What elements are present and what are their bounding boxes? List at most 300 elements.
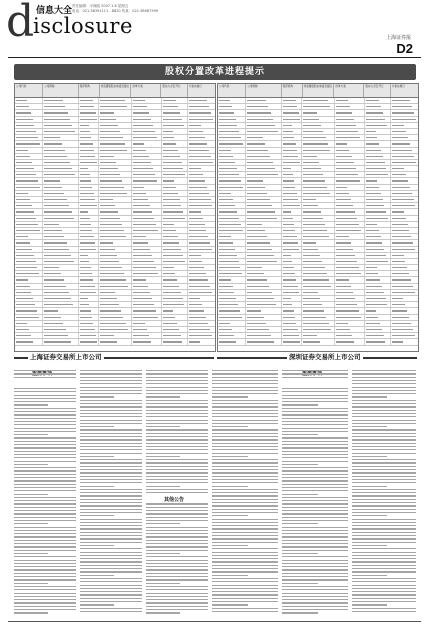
text-column-4 [212, 368, 278, 618]
text-line [212, 469, 278, 470]
text-line [146, 583, 180, 584]
table-cell [335, 98, 365, 103]
table-cell [132, 253, 162, 258]
table-cell [246, 327, 282, 332]
text-line [352, 558, 416, 559]
table-cell [365, 253, 391, 258]
table-cell [43, 240, 79, 245]
text-line [352, 519, 416, 520]
text-line [146, 413, 208, 414]
table-cell [218, 160, 246, 165]
text-line [212, 588, 278, 589]
table-cell [43, 333, 79, 338]
text-line [80, 446, 142, 447]
table-cell [162, 327, 188, 332]
text-line [282, 434, 318, 435]
header-cell: 方案实施日 [188, 85, 202, 88]
table-cell [391, 185, 418, 190]
text-line [282, 550, 348, 551]
table-cell [246, 290, 282, 295]
text-line [80, 505, 142, 506]
table-cell [132, 315, 162, 320]
table-cell [188, 222, 215, 227]
table-cell [162, 296, 188, 301]
sse-section-title: 上海证券交易所上市公司 [30, 353, 102, 361]
text-line [80, 591, 142, 592]
table-cell [188, 160, 215, 165]
text-line [352, 400, 416, 401]
table-cell [79, 203, 99, 208]
table-cell [246, 141, 282, 146]
table-cell [15, 129, 43, 134]
table-cell [79, 148, 99, 153]
text-line [352, 545, 387, 546]
text-line [14, 573, 76, 574]
table-cell [218, 265, 246, 270]
text-line [14, 563, 76, 564]
header-cell: 股东大会召开日 [161, 84, 187, 97]
text-line [14, 388, 76, 389]
table-header [218, 84, 418, 98]
text-line [282, 527, 348, 528]
text-line [80, 601, 142, 602]
text-line [352, 528, 416, 529]
text-line [146, 466, 208, 467]
table-cell [302, 327, 334, 332]
table-cell [15, 172, 43, 177]
table-cell [391, 265, 418, 270]
table-cell [43, 185, 79, 190]
table-cell [43, 191, 79, 196]
table-cell [302, 216, 334, 221]
text-line [14, 513, 76, 514]
text-line [80, 588, 142, 589]
text-line [146, 390, 208, 391]
table-cell [43, 104, 79, 109]
text-line [80, 495, 142, 496]
table-cell [282, 315, 302, 320]
table-cell [335, 234, 365, 239]
table-cell [99, 209, 131, 214]
masthead [0, 0, 429, 58]
text-line [212, 459, 278, 460]
table-cell [188, 129, 215, 134]
table-cell [391, 333, 418, 338]
text-line [212, 439, 278, 440]
table-cell [132, 104, 162, 109]
text-line [352, 410, 416, 411]
table-cell [162, 191, 188, 196]
text-line [14, 566, 76, 567]
text-line [212, 416, 278, 417]
text-line [282, 494, 318, 495]
table-cell [302, 172, 334, 177]
table-cell [282, 166, 302, 171]
text-line [282, 599, 348, 600]
table-cell [79, 277, 99, 282]
text-line [14, 437, 76, 438]
table-cell [99, 110, 131, 115]
table-cell [246, 135, 282, 140]
table-cell [391, 216, 418, 221]
text-line [80, 499, 142, 500]
text-line [146, 517, 208, 518]
table-cell [79, 154, 99, 159]
text-line [80, 383, 142, 384]
table-cell [391, 129, 418, 134]
table-cell [132, 172, 162, 177]
text-line [212, 565, 278, 566]
text-line [212, 393, 278, 394]
text-line [352, 373, 416, 374]
table-cell [99, 277, 131, 282]
text-line [146, 520, 208, 521]
text-line [212, 509, 278, 510]
header-cell: 方案实施日 [391, 85, 405, 88]
text-line [352, 571, 416, 572]
table-cell [246, 247, 282, 252]
table-cell [99, 339, 131, 344]
table-cell [246, 234, 282, 239]
table-cell [79, 185, 99, 190]
text-line [80, 459, 142, 460]
table-cell [302, 302, 334, 307]
table-cell [335, 154, 365, 159]
table-cell [15, 277, 43, 282]
table-cell [188, 253, 215, 258]
table-cell [188, 240, 215, 245]
table-cell [335, 247, 365, 252]
text-line [14, 470, 76, 471]
text-line [352, 466, 416, 467]
table-cell [246, 302, 282, 307]
text-line [146, 476, 208, 477]
table-cell [188, 117, 215, 122]
text-line [14, 428, 76, 429]
meta-line-1: 责任编辑：平海鸥 2007.1.6 星期五 [72, 4, 129, 8]
text-line [146, 492, 208, 493]
table-cell [365, 228, 391, 233]
table-cell [365, 166, 391, 171]
text-line [14, 546, 76, 547]
table-cell [43, 222, 79, 227]
text-line [212, 594, 278, 595]
table-cell [302, 339, 334, 344]
text-line [80, 479, 142, 480]
text-line [14, 461, 76, 462]
table-cell [132, 284, 162, 289]
text-line [212, 532, 278, 533]
table-cell [302, 308, 334, 313]
text-line [146, 403, 208, 404]
text-line [14, 441, 76, 442]
table-cell [302, 228, 334, 233]
table-cell [335, 259, 365, 264]
table-cell [162, 154, 188, 159]
table-cell [246, 172, 282, 177]
table-cell [282, 160, 302, 165]
text-line [14, 500, 76, 501]
table-cell [365, 197, 391, 202]
table-cell [335, 172, 365, 177]
table-cell [99, 123, 131, 128]
table-cell [188, 333, 215, 338]
table-cell [132, 339, 162, 344]
header-cell: 公司简称 [246, 84, 281, 97]
text-line [146, 489, 208, 490]
table-cell [132, 302, 162, 307]
table-cell [188, 228, 215, 233]
table-cell [79, 339, 99, 344]
table-cell [218, 253, 246, 258]
table-cell [302, 117, 334, 122]
table-cell [188, 290, 215, 295]
text-line [282, 530, 348, 531]
text-line [212, 479, 278, 480]
table-cell [43, 216, 79, 221]
table-cell [218, 203, 246, 208]
table-cell [132, 321, 162, 326]
table-cell [246, 110, 282, 115]
table-cell [79, 209, 99, 214]
text-line [14, 596, 76, 597]
table-cell [218, 277, 246, 282]
table-cell [99, 302, 131, 307]
text-line [352, 396, 387, 397]
table-cell [218, 333, 246, 338]
table-cell [335, 141, 365, 146]
table-cell [391, 339, 418, 344]
text-line [212, 575, 248, 576]
text-line [212, 492, 278, 493]
text-line [282, 461, 348, 462]
table-cell [188, 327, 215, 332]
text-line [146, 530, 208, 531]
table-cell [365, 172, 391, 177]
table-cell [218, 148, 246, 153]
table-cell [43, 98, 79, 103]
text-line [352, 542, 416, 543]
text-line [80, 585, 142, 586]
table-cell [365, 191, 391, 196]
table-cell [391, 308, 418, 313]
table-cell [79, 302, 99, 307]
text-line [282, 401, 348, 402]
table-cell [391, 228, 418, 233]
text-line [212, 466, 278, 467]
text-line [80, 598, 142, 599]
table-cell [282, 98, 302, 103]
text-line [80, 423, 142, 424]
text-line [80, 568, 142, 569]
table-cell [282, 117, 302, 122]
table-cell [162, 247, 188, 252]
table-cell [132, 185, 162, 190]
table-cell [246, 123, 282, 128]
text-line [146, 553, 180, 554]
table-cell [79, 271, 99, 276]
table-cell [218, 222, 246, 227]
text-line [352, 406, 416, 407]
table-cell [391, 253, 418, 258]
table-cell [15, 333, 43, 338]
text-line [282, 421, 348, 422]
table-cell [15, 203, 43, 208]
text-line [14, 398, 76, 399]
table-cell [79, 259, 99, 264]
table-cell [218, 185, 246, 190]
table-cell [99, 259, 131, 264]
text-line [14, 503, 76, 504]
text-line [80, 512, 142, 513]
table-cell [162, 104, 188, 109]
text-line [146, 373, 208, 374]
text-line [14, 599, 76, 600]
text-line [352, 370, 416, 371]
text-line [80, 433, 142, 434]
table-cell [99, 247, 131, 252]
text-line [352, 479, 416, 480]
table-cell [391, 160, 418, 165]
table-cell [246, 203, 282, 208]
text-line [212, 423, 278, 424]
table-cell [188, 308, 215, 313]
text-line [212, 512, 278, 513]
text-line [80, 403, 142, 404]
text-line [80, 456, 114, 457]
table-cell [335, 129, 365, 134]
text-line [146, 469, 208, 470]
table-cell [188, 265, 215, 270]
table-cell [43, 265, 79, 270]
text-line [80, 449, 142, 450]
table-cell [43, 247, 79, 252]
text-line [282, 596, 348, 597]
table-cell [162, 209, 188, 214]
text-line [212, 548, 278, 549]
text-line [14, 527, 76, 528]
table-cell [162, 98, 188, 103]
text-line [352, 413, 416, 414]
text-line [282, 523, 318, 524]
text-line [352, 568, 416, 569]
table-cell [15, 327, 43, 332]
text-line [146, 573, 208, 574]
text-line [282, 520, 348, 521]
text-line [146, 560, 208, 561]
table-cell [15, 216, 43, 221]
table-cell [15, 302, 43, 307]
table-cell [218, 308, 246, 313]
text-line [80, 578, 142, 579]
text-line [352, 522, 416, 523]
table-cell [218, 117, 246, 122]
text-line [282, 373, 348, 374]
text-line [352, 472, 416, 473]
table-cell [246, 308, 282, 313]
table-cell [335, 209, 365, 214]
table-cell [99, 185, 131, 190]
table-cell [335, 339, 365, 344]
table-cell [391, 271, 418, 276]
text-line [282, 447, 348, 448]
text-line [282, 583, 318, 584]
table-cell [302, 203, 334, 208]
text-line [80, 571, 142, 572]
text-line [352, 476, 416, 477]
table-cell [365, 284, 391, 289]
table-cell [15, 228, 43, 233]
table-cell [132, 240, 162, 245]
table-cell [15, 197, 43, 202]
table-cell [188, 141, 215, 146]
text-line [352, 565, 416, 566]
table-cell [43, 277, 79, 282]
text-line [282, 418, 348, 419]
text-line [80, 525, 142, 526]
table-cell [282, 302, 302, 307]
table-cell [79, 228, 99, 233]
table-cell [162, 222, 188, 227]
table-cell [15, 166, 43, 171]
table-cell [99, 135, 131, 140]
table-cell [302, 296, 334, 301]
text-line [80, 413, 142, 414]
table-cell [132, 271, 162, 276]
text-line [80, 604, 114, 605]
table-cell [391, 104, 418, 109]
table-cell [132, 178, 162, 183]
text-line [146, 566, 208, 567]
text-line [146, 503, 208, 504]
text-line [146, 546, 208, 547]
text-line [146, 533, 208, 534]
table-cell [246, 228, 282, 233]
table-cell [246, 117, 282, 122]
text-line [80, 515, 114, 516]
text-line [80, 486, 114, 487]
text-line [80, 410, 142, 411]
table-cell [132, 277, 162, 282]
table-cell [79, 333, 99, 338]
table-cell [335, 117, 365, 122]
table-cell [132, 129, 162, 134]
text-line [282, 484, 348, 485]
table-cell [365, 315, 391, 320]
table-cell [302, 110, 334, 115]
table-cell [302, 154, 334, 159]
text-line [352, 416, 416, 417]
table-cell [15, 308, 43, 313]
table-cell [99, 271, 131, 276]
text-line [14, 510, 76, 511]
text-line [80, 453, 142, 454]
table-cell [15, 135, 43, 140]
table-cell [99, 191, 131, 196]
text-line [146, 556, 208, 557]
text-line [80, 492, 142, 493]
column-subtitle: 其他公告 [164, 497, 185, 503]
text-line [352, 390, 416, 391]
table-cell [365, 222, 391, 227]
text-line [14, 477, 76, 478]
text-line [352, 509, 416, 510]
table-cell [365, 104, 391, 109]
text-line [80, 429, 142, 430]
table-cell [132, 98, 162, 103]
text-line [352, 449, 416, 450]
table-cell [302, 234, 334, 239]
